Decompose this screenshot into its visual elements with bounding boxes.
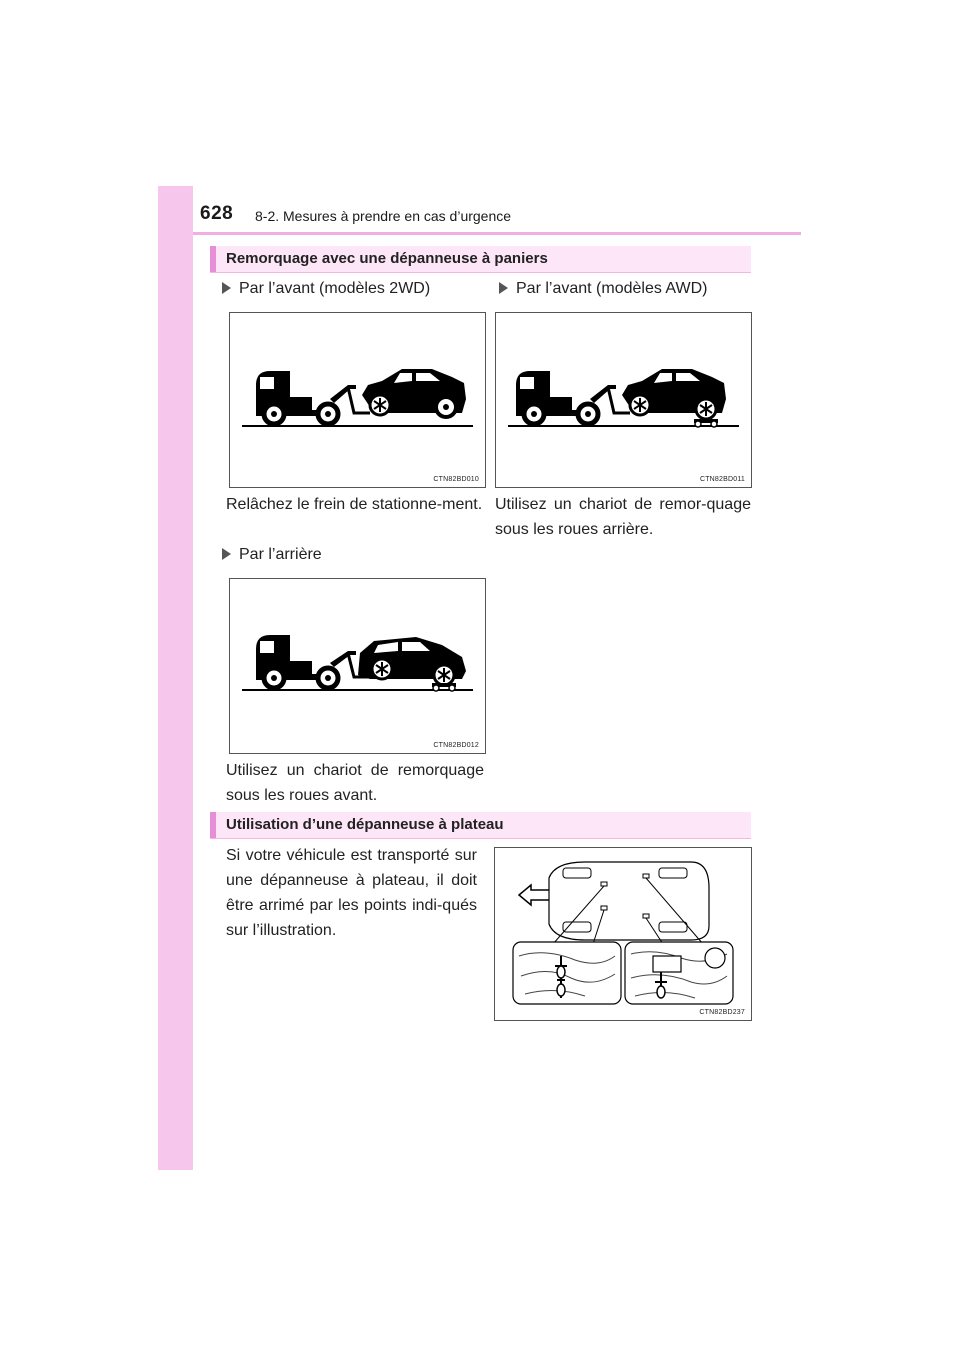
tie-down-points-illustration	[495, 848, 751, 1020]
section-heading-wheel-lift	[210, 246, 751, 273]
tow-truck-rear-illustration	[230, 579, 485, 753]
header-rule	[193, 232, 801, 235]
figure-code: CTN82BD010	[433, 476, 479, 483]
bullet-label: Par l’avant (modèles AWD)	[516, 280, 708, 297]
page-number: 628	[200, 203, 234, 224]
figure-tie-down-points	[494, 847, 752, 1021]
section-accent	[210, 246, 216, 272]
triangle-bullet-icon	[222, 282, 231, 294]
figure-code: CTN82BD012	[433, 742, 479, 749]
tow-truck-front-awd-illustration	[496, 313, 751, 487]
bullet-label: Par l’arrière	[239, 546, 322, 563]
chapter-title: 8-2. Mesures à prendre en cas d’urgence	[255, 208, 512, 224]
bullet-rear	[222, 546, 322, 564]
figure-code: CTN82BD237	[699, 1009, 745, 1016]
figure-tow-front-awd	[495, 312, 752, 488]
chapter-side-strip	[158, 186, 193, 1170]
tow-truck-front-2wd-illustration	[230, 313, 485, 487]
caption-front-2wd: Relâchez le frein de stationne-ment.	[226, 496, 483, 513]
section-heading-flatbed	[210, 812, 751, 839]
bullet-front-2wd	[222, 280, 430, 298]
section-accent	[210, 812, 216, 838]
section-title: Remorquage avec une dépanneuse à paniers	[226, 250, 548, 267]
figure-tow-rear	[229, 578, 486, 754]
caption-rear: Utilisez un chariot de remorquage sous les roues avant.	[226, 762, 484, 804]
figure-code: CTN82BD011	[699, 476, 745, 483]
triangle-bullet-icon	[499, 282, 508, 294]
triangle-bullet-icon	[222, 548, 231, 560]
flatbed-text: Si votre véhicule est transporté sur une dépanneuse à plateau, il doit être arrimé par les points indi-qués sur l’illustration.	[226, 847, 477, 939]
bullet-front-awd	[499, 280, 707, 298]
bullet-label: Par l’avant (modèles 2WD)	[239, 280, 431, 297]
caption-front-awd: Utilisez un chariot de remor-quage sous les roues arrière.	[495, 496, 751, 538]
section-title: Utilisation d’une dépanneuse à plateau	[226, 816, 504, 833]
figure-tow-front-2wd	[229, 312, 486, 488]
